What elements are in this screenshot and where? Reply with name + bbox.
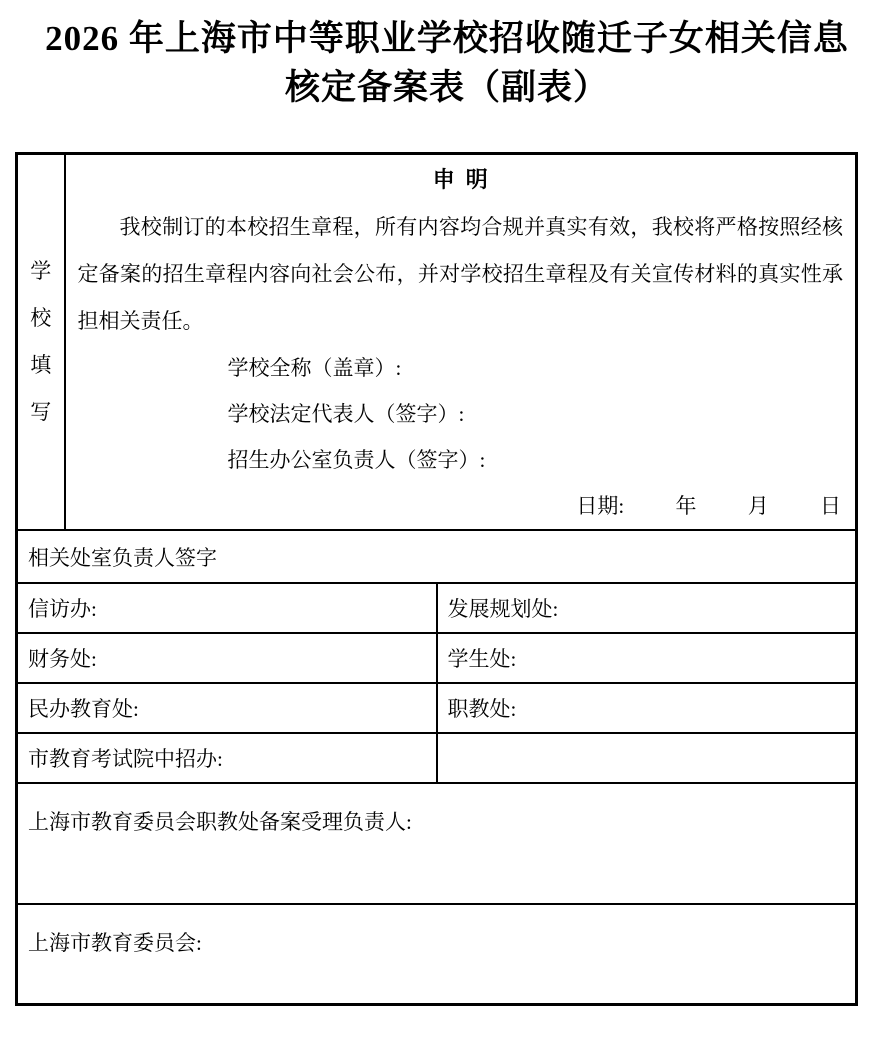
dept-cell-student-affairs: 学生处: [437,633,857,683]
dept-section-header: 相关处室负责人签字 [17,530,857,583]
acceptance-row [17,783,857,904]
declaration-paragraph: 我校制订的本校招生章程，所有内容均合规并真实有效，我校将严格按照经核定备案的招生章程内容向社会公布，并对学校招生章程及有关宣传材料的真实性承担相关责任。 [77,215,843,333]
declaration-title: 申 明 [432,167,488,192]
acceptance-officer-label: 上海市教育委员会职教处备案受理负责人: [17,783,857,904]
admissions-office-head-field-label: 招生办公室负责人（签字）: [227,448,486,472]
dept-cell-exam-authority: 市教育考试院中招办: [17,733,437,783]
dept-cell-petition-office: 信访办: [17,583,437,633]
date-month-label: 月 [747,494,769,518]
school-section-row [17,154,857,531]
school-side-label [18,157,64,527]
document-title-line2: 核定备案表（副表） [284,68,609,107]
dept-cell-development-planning: 发展规划处: [437,583,857,633]
signature-fields [78,345,844,483]
dept-cell-finance: 财务处: [17,633,437,683]
date-line [78,483,844,529]
school-side-label-cell [17,154,65,531]
declaration-cell [65,154,857,531]
document-title [8,14,886,112]
dept-row [17,633,857,683]
school-side-label-char: 校 [30,306,52,330]
school-side-label-char: 填 [30,353,52,377]
dept-cell-private-education: 民办教育处: [17,683,437,733]
school-side-label-char: 学 [30,259,52,283]
record-form-table [15,152,858,1006]
school-side-label-char: 写 [30,400,52,424]
dept-row [17,733,857,783]
dept-cell-vocational-education: 职教处: [437,683,857,733]
dept-row [17,583,857,633]
dept-row [17,683,857,733]
date-day-label: 日 [820,494,841,518]
dept-cell-empty [437,733,857,783]
dept-section-header-row [17,530,857,583]
legal-representative-field-label: 学校法定代表人（签字）: [227,402,465,426]
date-label: 日期: [576,494,625,518]
commission-row [17,904,857,1004]
school-name-field-label: 学校全称（盖章）: [227,356,402,380]
document-title-line1: 2026 年上海市中等职业学校招收随迁子女相关信息 [45,19,849,58]
date-year-label: 年 [675,494,697,518]
education-commission-label: 上海市教育委员会: [17,904,857,1004]
